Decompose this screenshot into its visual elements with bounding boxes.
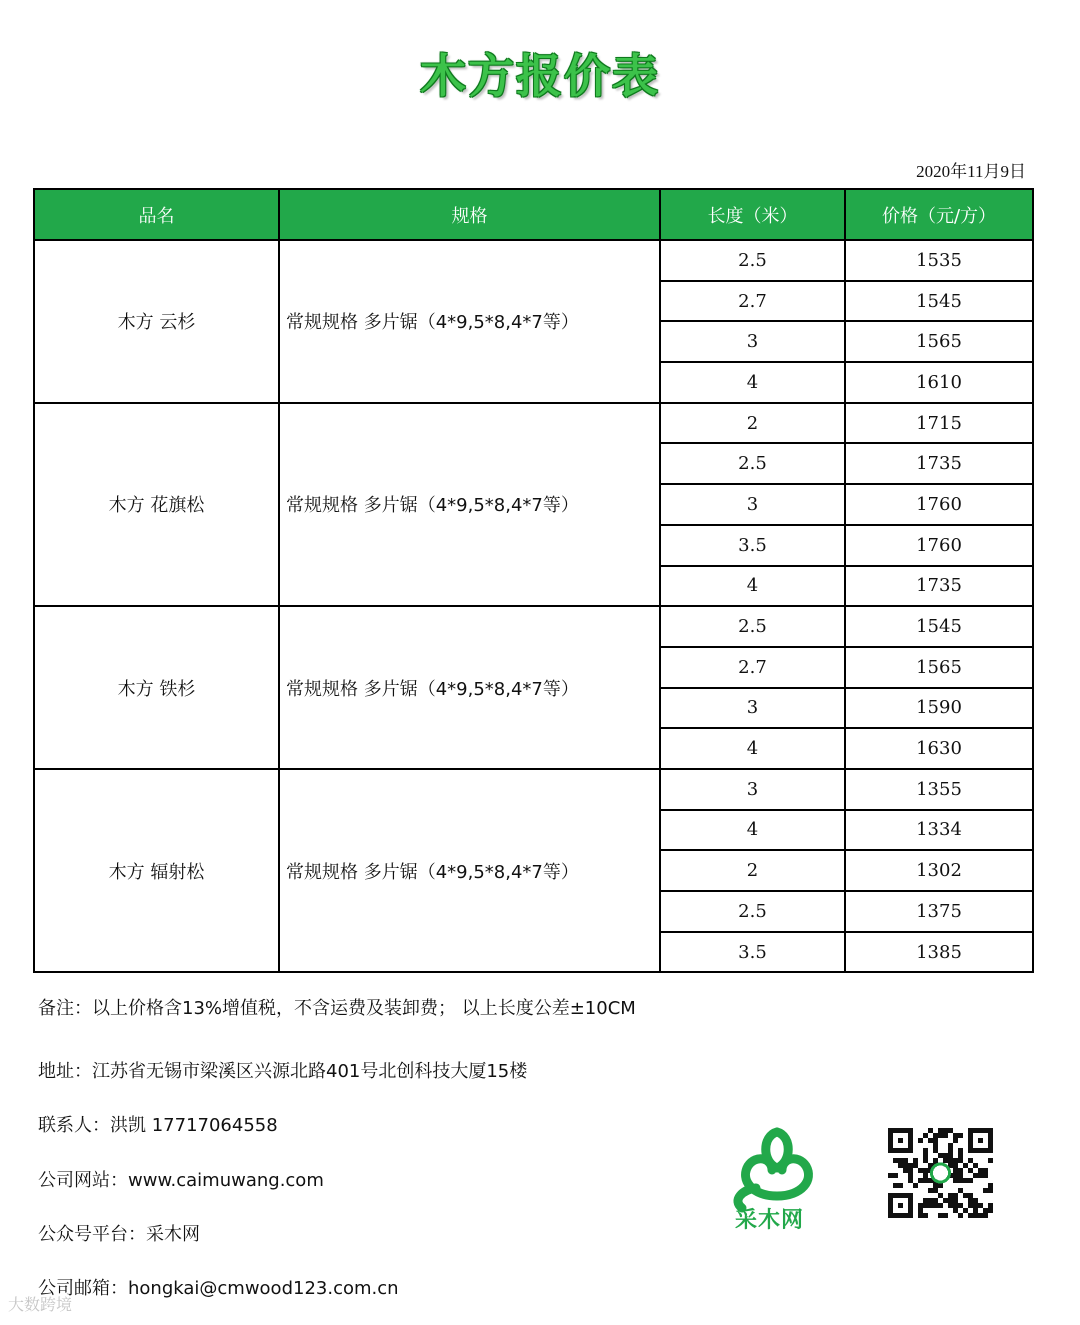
product-name-cell: 木方 花旗松 [34,403,279,606]
length-cell: 3 [660,484,845,525]
header-price: 价格（元/方） [845,189,1033,240]
length-cell: 2.7 [660,281,845,322]
price-cell: 1610 [845,362,1033,403]
price-cell: 1302 [845,850,1033,891]
table-row [34,403,1033,444]
length-cell: 3 [660,321,845,362]
length-cell: 4 [660,566,845,607]
product-name-cell: 木方 辐射松 [34,769,279,972]
price-cell: 1735 [845,566,1033,607]
header-product-name: 品名 [34,189,279,240]
price-cell: 1535 [845,240,1033,281]
price-cell: 1565 [845,321,1033,362]
spec-cell: 常规规格 多片锯（4*9,5*8,4*7等） [279,606,660,769]
length-cell: 2.5 [660,891,845,932]
product-name-cell: 木方 铁杉 [34,606,279,769]
header-spec: 规格 [279,189,660,240]
table-row [34,769,1033,810]
quote-date: 2020年11月9日 [916,162,1026,181]
header-length: 长度（米） [660,189,845,240]
price-cell: 1715 [845,403,1033,444]
logo-text: 采木网 [735,1208,805,1233]
price-cell: 1375 [845,891,1033,932]
length-cell: 3.5 [660,525,845,566]
spec-cell: 常规规格 多片锯（4*9,5*8,4*7等） [279,240,660,403]
price-cell: 1590 [845,688,1033,729]
length-cell: 3 [660,688,845,729]
page-title: 木方报价表 [420,49,660,103]
price-cell: 1355 [845,769,1033,810]
length-cell: 2.7 [660,647,845,688]
table-row [34,606,1033,647]
length-cell: 3.5 [660,932,845,973]
price-cell: 1760 [845,484,1033,525]
table-body [34,240,1033,972]
length-cell: 2.5 [660,606,845,647]
price-cell: 1735 [845,443,1033,484]
email-note: 公司邮箱：hongkai@cmwood123.com.cn [38,1278,399,1299]
length-cell: 4 [660,810,845,851]
length-cell: 2 [660,403,845,444]
remark-note: 备注：以上价格含13%增值税，不含运费及装卸费； 以上长度公差±10CM [38,998,636,1019]
length-cell: 4 [660,362,845,403]
table-header-row [34,189,1033,240]
qr-code-icon [887,1128,994,1218]
product-name-cell: 木方 云杉 [34,240,279,403]
price-cell: 1630 [845,728,1033,769]
price-cell: 1334 [845,810,1033,851]
length-cell: 2.5 [660,443,845,484]
length-cell: 3 [660,769,845,810]
table-row [34,240,1033,281]
website-note: 公司网站：www.caimuwang.com [38,1170,324,1191]
price-cell: 1760 [845,525,1033,566]
price-cell: 1545 [845,606,1033,647]
length-cell: 4 [660,728,845,769]
contact-note: 联系人：洪凯 17717064558 [38,1115,278,1136]
price-cell: 1545 [845,281,1033,322]
price-cell: 1385 [845,932,1033,973]
length-cell: 2 [660,850,845,891]
spec-cell: 常规规格 多片锯（4*9,5*8,4*7等） [279,769,660,972]
price-cell: 1565 [845,647,1033,688]
wechat-note: 公众号平台：采木网 [38,1224,200,1245]
watermark-text: 大数跨境 [8,1295,73,1314]
address-note: 地址：江苏省无锡市梁溪区兴源北路401号北创科技大厦15楼 [38,1061,528,1082]
price-table [33,188,1034,973]
length-cell: 2.5 [660,240,845,281]
spec-cell: 常规规格 多片锯（4*9,5*8,4*7等） [279,403,660,606]
